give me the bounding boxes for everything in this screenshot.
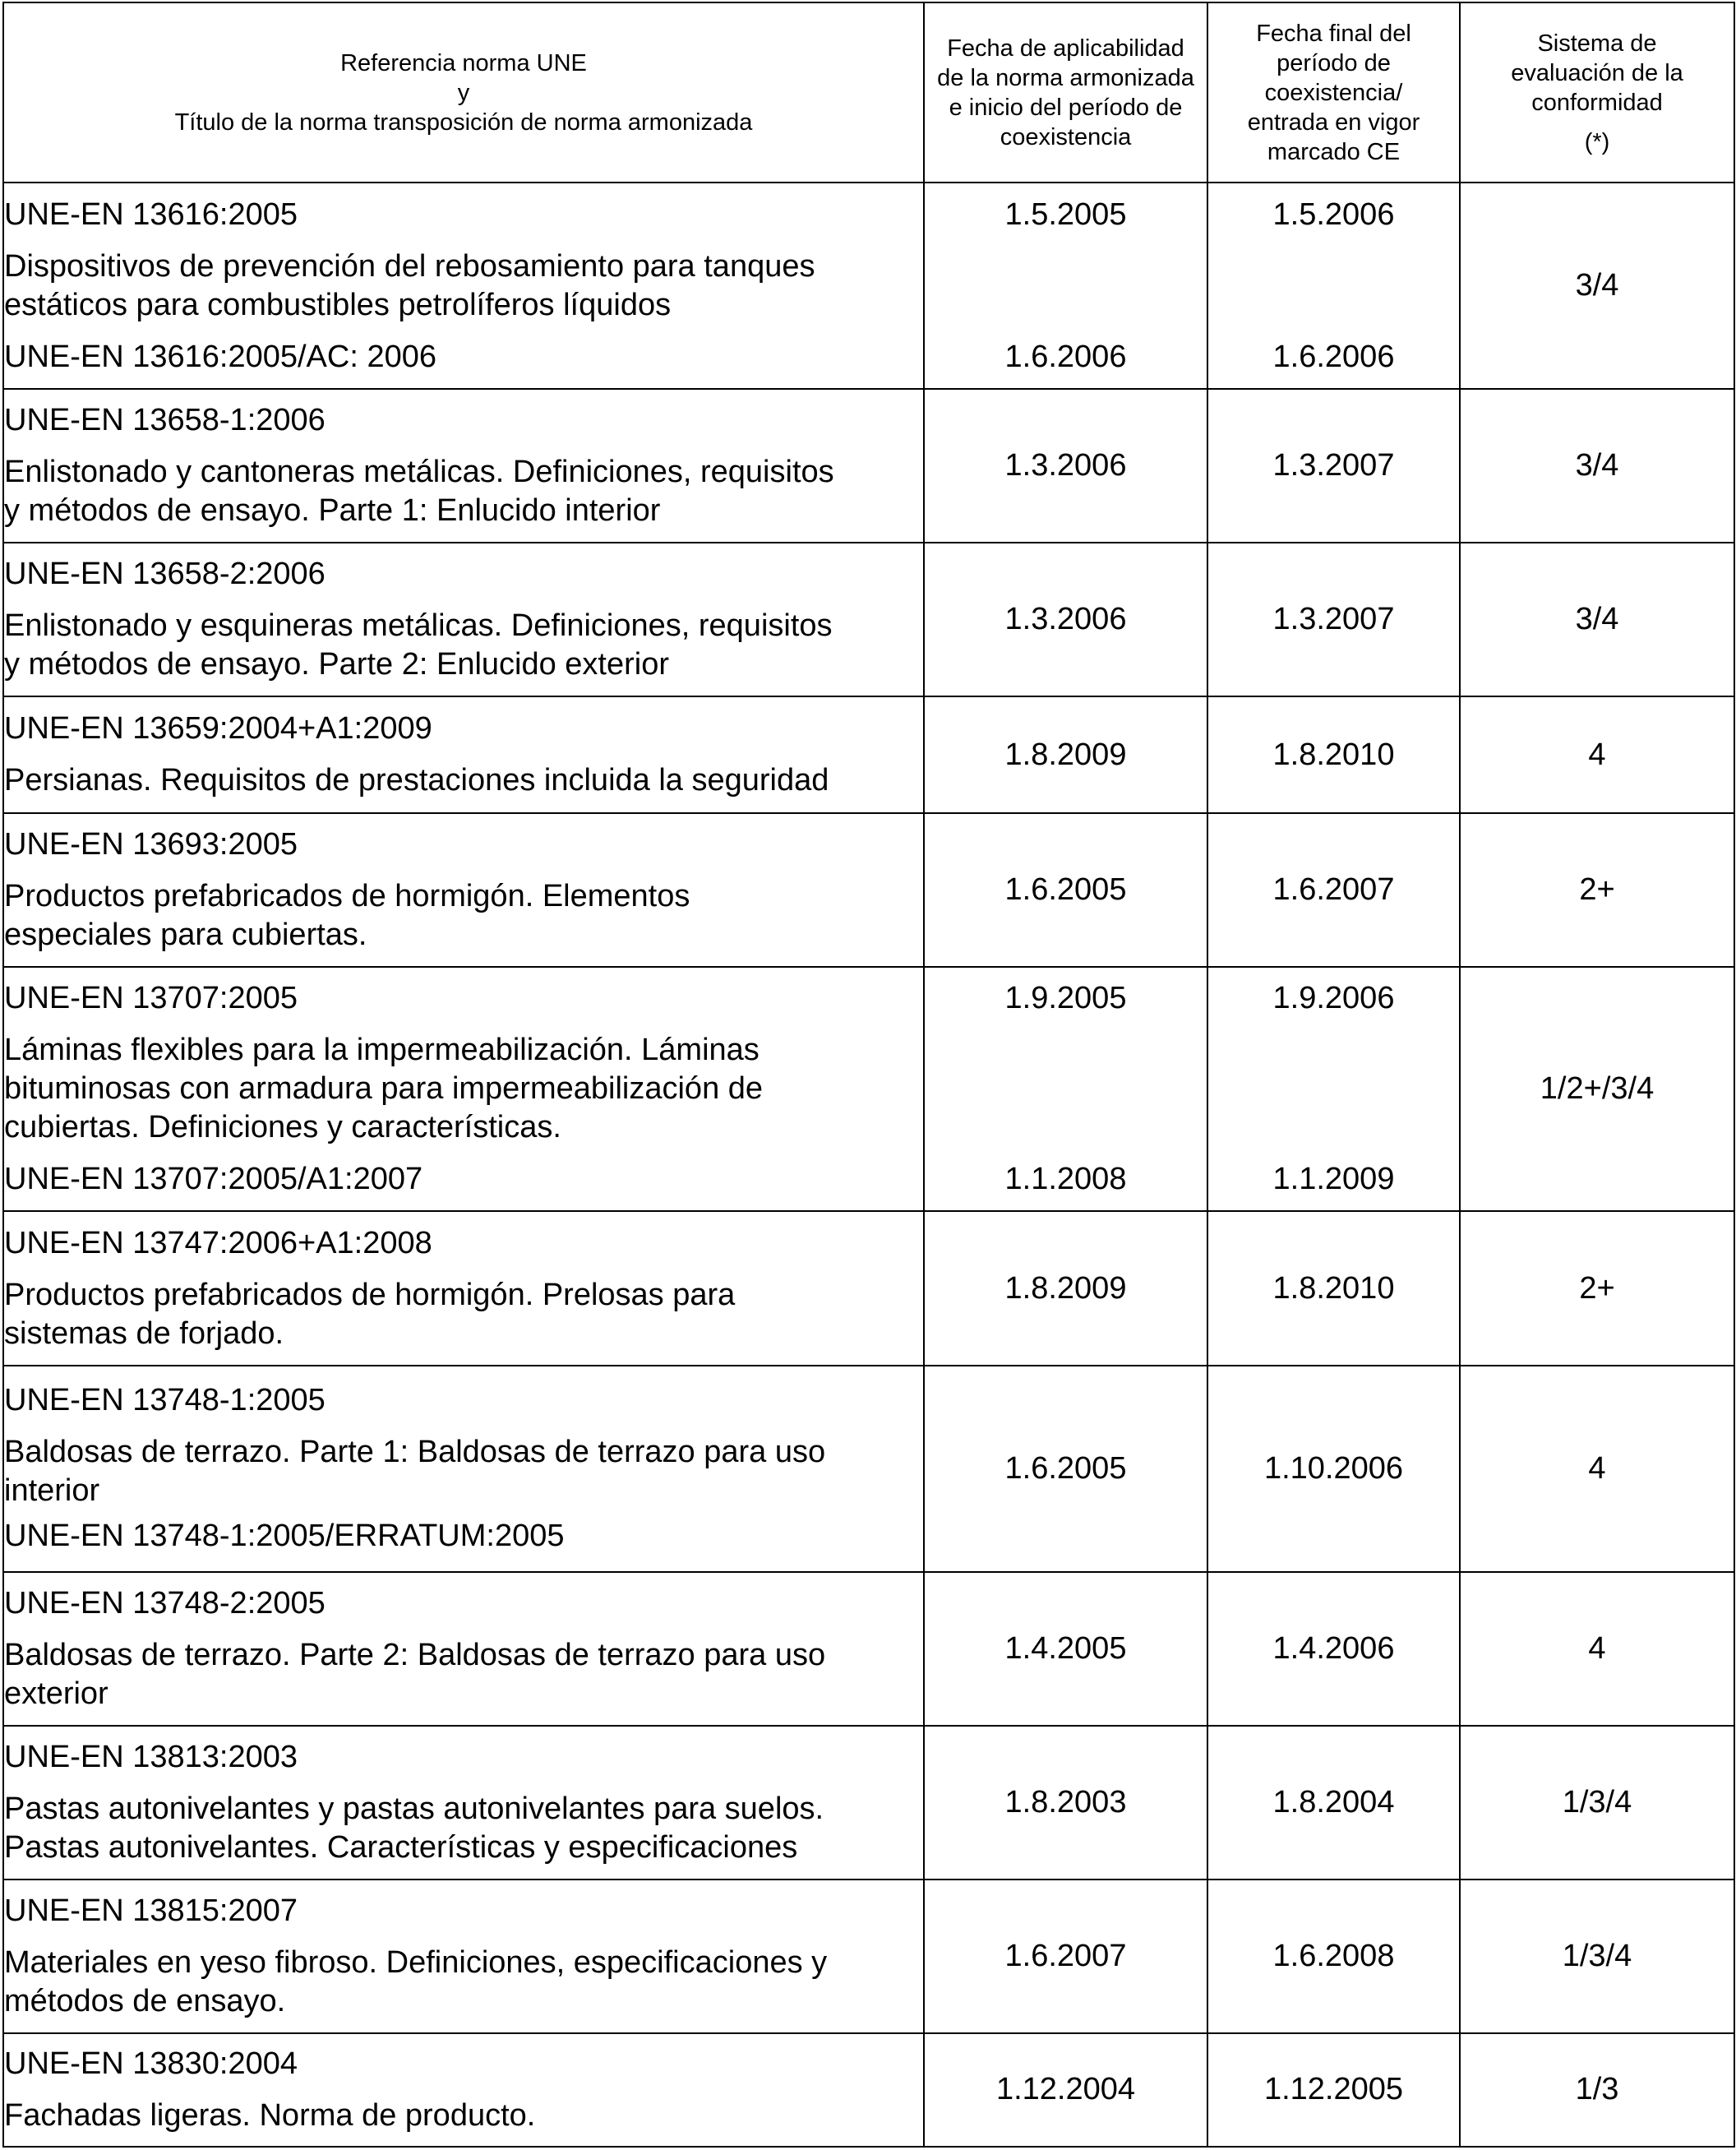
applicability-date-cell: [924, 183, 1207, 389]
table-row: [3, 1726, 1734, 1880]
end-date: 1.10.2006: [1263, 1450, 1404, 1486]
end-date-cell: [1207, 967, 1460, 1211]
spacer: [4, 440, 923, 453]
standard-code: UNE-EN 13747:2006+A1:2008: [4, 1225, 432, 1260]
standard-code: UNE-EN 13616:2005: [4, 197, 298, 232]
applicability-date: 1.8.2003: [1004, 1784, 1127, 1819]
conformity-system: 1/3: [1575, 2072, 1619, 2107]
end-date: 1.6.2008: [1272, 1938, 1395, 1973]
standard-title: bituminosas con armadura para impermeabilización de: [4, 1071, 764, 1107]
conformity-system-cell: [1460, 389, 1734, 543]
table-row: [3, 1211, 1734, 1365]
conformity-system: 4: [1588, 737, 1606, 772]
table-row: [3, 1880, 1734, 2033]
end-date-cell: [1207, 1572, 1460, 1726]
header-applicability-line: e inicio del período de: [949, 94, 1183, 121]
end-date-cell: [1207, 543, 1460, 696]
reference-cell: [3, 696, 924, 813]
standard-title: Productos prefabricados de hormigón. Prelosas para: [4, 1277, 736, 1312]
applicability-date-cell: [924, 2033, 1207, 2147]
header-system-line: conformidad: [1531, 89, 1663, 116]
standard-title: interior: [4, 1473, 100, 1509]
applicability-date: 1.8.2009: [1004, 1270, 1127, 1306]
standard-code: UNE-EN 13830:2004: [4, 2046, 298, 2081]
end-date-cell: [1207, 1211, 1460, 1365]
conformity-system: 4: [1588, 1630, 1606, 1666]
conformity-system-cell: [1460, 813, 1734, 967]
applicability-date-cell: [924, 1880, 1207, 2033]
applicability-date-cell: [924, 1366, 1207, 1572]
conformity-system: 4: [1588, 1450, 1606, 1486]
conformity-system-cell: [1460, 696, 1734, 813]
standard-title: Materiales en yeso fibroso. Definiciones, especificaciones y: [4, 1944, 828, 1980]
conformity-system: 3/4: [1575, 602, 1619, 637]
header-applicability-line: coexistencia: [1000, 123, 1132, 150]
standard-code: UNE-EN 13707:2005: [4, 981, 298, 1016]
end-date-cell: [1207, 1880, 1460, 2033]
header-applicability-date: [924, 2, 1207, 183]
applicability-date-cell: [924, 1726, 1207, 1880]
reference-cell: [3, 389, 924, 543]
conformity-system: 1/2+/3/4: [1540, 1071, 1655, 1107]
spacer: [925, 234, 1207, 338]
standard-title: Dispositivos de prevención del rebosamiento para tanques: [4, 248, 815, 284]
applicability-date-cell: [924, 1572, 1207, 1726]
conformity-system-cell: [1460, 967, 1734, 1211]
standard-title: Pastas autonivelantes. Características y especificaciones: [4, 1829, 798, 1865]
standards-table: [2, 2, 1735, 2148]
spacer: [4, 1930, 923, 1944]
table-row: [3, 183, 1734, 389]
header-conformity-system: [1460, 2, 1734, 183]
conformity-system-cell: [1460, 1880, 1734, 2033]
amendment-end-date: 1.6.2006: [1272, 339, 1395, 374]
end-date-cell: [1207, 813, 1460, 967]
header-reference-line: Referencia norma UNE: [340, 49, 587, 76]
header-applicability-line: Fecha de aplicabilidad: [947, 35, 1184, 62]
end-date: 1.5.2006: [1272, 197, 1395, 232]
applicability-date: 1.3.2006: [1004, 602, 1127, 637]
applicability-date: 1.6.2005: [1004, 872, 1127, 908]
header-end-line: coexistencia/: [1264, 79, 1403, 106]
applicability-date: 1.9.2005: [1004, 981, 1127, 1016]
spacer: [4, 234, 923, 247]
standard-code: UNE-EN 13658-1:2006: [4, 403, 326, 438]
amendment-code: UNE-EN 13707:2005/A1:2007: [4, 1162, 423, 1197]
standard-title: estáticos para combustibles petrolíferos líquidos: [4, 287, 672, 322]
end-date-cell: [1207, 183, 1460, 389]
amendment-code: UNE-EN 13616:2005/AC: 2006: [4, 339, 436, 374]
header-end-line: Fecha final del: [1256, 20, 1411, 47]
amendment-applicability-date: 1.6.2006: [1004, 339, 1127, 374]
standard-code: UNE-EN 13693:2005: [4, 827, 298, 862]
applicability-date: 1.8.2009: [1004, 737, 1127, 772]
conformity-system: 1/3/4: [1562, 1784, 1632, 1819]
spacer: [4, 1510, 923, 1517]
standard-code: UNE-EN 13748-2:2005: [4, 1585, 326, 1621]
end-date: 1.8.2004: [1272, 1784, 1395, 1819]
applicability-date-cell: [924, 1211, 1207, 1365]
end-date-cell: [1207, 1726, 1460, 1880]
spacer: [1208, 1018, 1459, 1160]
reference-cell: [3, 813, 924, 967]
spacer: [4, 1623, 923, 1636]
table-row: [3, 1572, 1734, 1726]
standard-title: Persianas. Requisitos de prestaciones incluida la seguridad: [4, 763, 829, 798]
applicability-date: 1.3.2006: [1004, 448, 1127, 483]
reference-cell: [3, 2033, 924, 2147]
applicability-date-cell: [924, 813, 1207, 967]
standard-title: cubiertas. Definiciones y características.: [4, 1110, 561, 1145]
table-row: [3, 543, 1734, 696]
standard-title: Fachadas ligeras. Norma de producto.: [4, 2097, 536, 2133]
end-date: 1.12.2005: [1263, 2072, 1404, 2107]
standard-title: Productos prefabricados de hormigón. Elementos: [4, 879, 690, 914]
conformity-system-cell: [1460, 1572, 1734, 1726]
applicability-date: 1.5.2005: [1004, 197, 1127, 232]
standard-title: Baldosas de terrazo. Parte 1: Baldosas de terrazo para uso: [4, 1435, 826, 1470]
standard-title: Enlistonado y cantoneras metálicas. Definiciones, requisitos: [4, 455, 834, 490]
standard-code: UNE-EN 13748-1:2005: [4, 1383, 326, 1418]
end-date: 1.4.2006: [1272, 1630, 1395, 1666]
applicability-date: 1.12.2004: [995, 2072, 1136, 2107]
reference-cell: [3, 1880, 924, 2033]
table-row: [3, 696, 1734, 813]
amendment-applicability-date: 1.1.2008: [1004, 1162, 1127, 1197]
header-end-line: período de: [1277, 49, 1391, 76]
applicability-date-cell: [924, 543, 1207, 696]
table-row: [3, 967, 1734, 1211]
spacer: [4, 1018, 923, 1031]
header-spacer: [1461, 118, 1734, 127]
conformity-system-cell: [1460, 1366, 1734, 1572]
applicability-date-cell: [924, 967, 1207, 1211]
standard-title: métodos de ensayo.: [4, 1983, 286, 2018]
standard-title: especiales para cubiertas.: [4, 918, 367, 953]
standard-title: Pastas autonivelantes y pastas autonivelantes para suelos.: [4, 1791, 824, 1826]
conformity-system: 3/4: [1575, 268, 1619, 303]
table-row: [3, 389, 1734, 543]
spacer: [1208, 234, 1459, 338]
end-date: 1.3.2007: [1272, 602, 1395, 637]
conformity-system: 2+: [1579, 872, 1615, 908]
amendment-code: UNE-EN 13748-1:2005/ERRATUM:2005: [4, 1519, 565, 1554]
spacer: [4, 1420, 923, 1433]
conformity-system-cell: [1460, 1726, 1734, 1880]
table-row: [3, 1366, 1734, 1572]
standard-code: UNE-EN 13659:2004+A1:2009: [4, 711, 432, 747]
reference-cell: [3, 183, 924, 389]
spacer: [4, 325, 923, 338]
header-end-line: entrada en vigor: [1247, 109, 1420, 136]
amendment-end-date: 1.1.2009: [1272, 1162, 1395, 1197]
conformity-system: 2+: [1579, 1270, 1615, 1306]
table-header-row: [3, 2, 1734, 183]
standard-title: Baldosas de terrazo. Parte 2: Baldosas de terrazo para uso: [4, 1637, 826, 1672]
standard-code: UNE-EN 13813:2003: [4, 1739, 298, 1774]
reference-cell: [3, 1366, 924, 1572]
spacer: [925, 1018, 1207, 1160]
standard-title: exterior: [4, 1676, 108, 1711]
end-date-cell: [1207, 389, 1460, 543]
end-date-cell: [1207, 696, 1460, 813]
standard-title: y métodos de ensayo. Parte 1: Enlucido interior: [4, 493, 661, 529]
header-applicability-line: de la norma armonizada: [937, 64, 1194, 91]
end-date: 1.8.2010: [1272, 1270, 1395, 1306]
table-row: [3, 813, 1734, 967]
end-date: 1.6.2007: [1272, 872, 1395, 908]
spacer: [4, 1777, 923, 1790]
standard-code: UNE-EN 13658-2:2006: [4, 557, 326, 592]
standard-code: UNE-EN 13815:2007: [4, 1893, 298, 1928]
header-system-line: (*): [1584, 128, 1610, 155]
end-date: 1.8.2010: [1272, 737, 1395, 772]
conformity-system: 1/3/4: [1562, 1938, 1632, 1973]
conformity-system-cell: [1460, 183, 1734, 389]
applicability-date: 1.4.2005: [1004, 1630, 1127, 1666]
spacer: [4, 1263, 923, 1276]
standard-title: sistemas de forjado.: [4, 1315, 284, 1351]
standard-title: Láminas flexibles para la impermeabilización. Láminas: [4, 1033, 760, 1068]
reference-cell: [3, 1572, 924, 1726]
standard-title: y métodos de ensayo. Parte 2: Enlucido exterior: [4, 647, 670, 682]
spacer: [4, 864, 923, 877]
conformity-system-cell: [1460, 543, 1734, 696]
spacer: [4, 2083, 923, 2097]
conformity-system-cell: [1460, 1211, 1734, 1365]
header-end-line: marcado CE: [1267, 138, 1401, 165]
reference-cell: [3, 1726, 924, 1880]
spacer: [4, 594, 923, 607]
header-system-line: evaluación de la: [1511, 59, 1683, 86]
end-date: 1.3.2007: [1272, 448, 1395, 483]
end-date-cell: [1207, 2033, 1460, 2147]
reference-cell: [3, 967, 924, 1211]
applicability-date: 1.6.2007: [1004, 1938, 1127, 1973]
conformity-system: 3/4: [1575, 448, 1619, 483]
header-reference: [3, 2, 924, 183]
reference-cell: [3, 543, 924, 696]
end-date-cell: [1207, 1366, 1460, 1572]
applicability-date-cell: [924, 696, 1207, 813]
header-end-date: [1207, 2, 1460, 183]
spacer: [4, 1147, 923, 1160]
applicability-date-cell: [924, 389, 1207, 543]
header-reference-line: y: [457, 79, 470, 106]
reference-cell: [3, 1211, 924, 1365]
spacer: [4, 748, 923, 761]
applicability-date: 1.6.2005: [1004, 1450, 1127, 1486]
standard-title: Enlistonado y esquineras metálicas. Definiciones, requisitos: [4, 608, 833, 644]
header-reference-line: Título de la norma transposición de norma armonizada: [174, 109, 753, 136]
end-date: 1.9.2006: [1272, 981, 1395, 1016]
table-row: [3, 2033, 1734, 2147]
header-system-line: Sistema de: [1537, 30, 1657, 57]
conformity-system-cell: [1460, 2033, 1734, 2147]
